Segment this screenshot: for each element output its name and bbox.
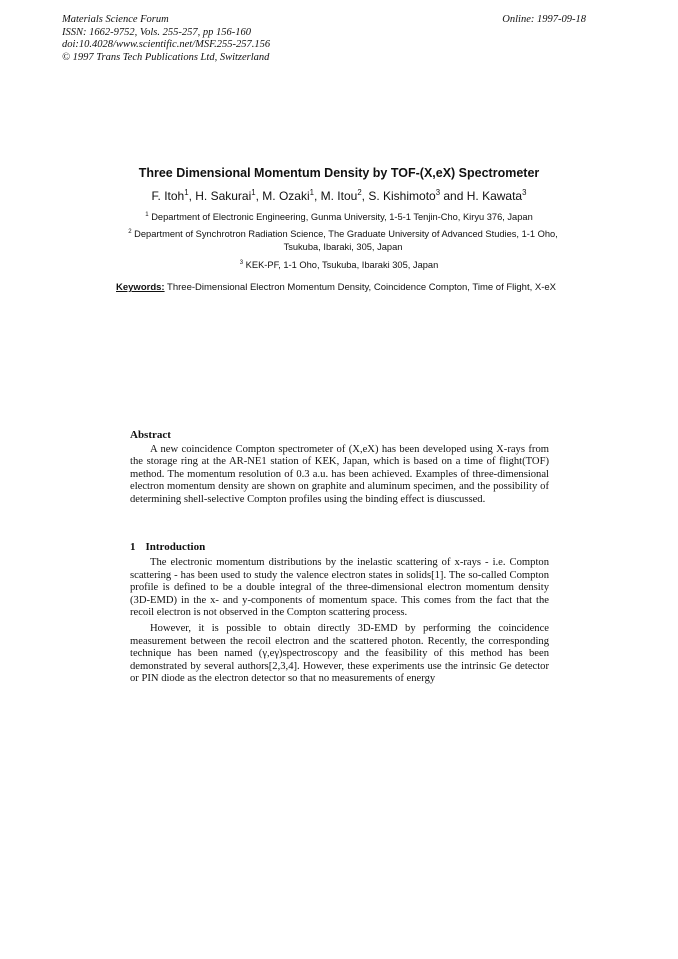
author-separator: , xyxy=(188,189,196,203)
author-name: S. Kishimoto xyxy=(368,189,436,203)
keywords-label: Keywords: xyxy=(116,282,165,293)
author-separator: , xyxy=(361,189,369,203)
author-affiliation-marker: 2 xyxy=(357,188,362,197)
section-number: 1 xyxy=(130,541,136,553)
author-name: M. Ozaki xyxy=(262,189,310,203)
paper-title: Three Dimensional Momentum Density by TOF-(X,eX) Spectrometer xyxy=(138,166,540,180)
intro-paragraph-1: The electronic momentum distributions by the inelastic scattering of x-rays - i.e. Compton scattering - has been used to study the valence electron states in solids[1]. The so-called Compton profile is defined to be a double integral of the three-dimensional electron momentum density (3D-EMD) in the x- and y-components of momentum space. This comes from the fact that the recoil electron is not observed in the Compton scattering process. xyxy=(130,557,549,619)
affiliation-3 xyxy=(100,259,578,272)
affiliation-text: Department of Electronic Engineering, Gunma University, 1-5-1 Tenjin-Cho, Kiryu 376, Japan xyxy=(151,212,533,222)
author-list xyxy=(0,189,678,203)
online-date: Online: 1997-09-18 xyxy=(502,14,586,25)
doi-link[interactable]: doi:10.4028/www.scientific.net/MSF.255-257.156 xyxy=(62,39,271,50)
issn-line: ISSN: 1662-9752, Vols. 255-257, pp 156-160 xyxy=(62,26,251,38)
author-affiliation-marker: 3 xyxy=(522,188,527,197)
author-name: M. Itou xyxy=(320,189,358,203)
section-title: Introduction xyxy=(145,541,206,553)
keywords-text: Three-Dimensional Electron Momentum Density, Coincidence Compton, Time of Flight, X-eX xyxy=(167,282,556,293)
author-affiliation-marker: 3 xyxy=(435,188,441,197)
affiliation-marker: 1 xyxy=(145,211,149,218)
affiliation-text: KEK-PF, 1-1 Oho, Tsukuba, Ibaraki 305, Japan xyxy=(245,260,439,270)
affiliation-2 xyxy=(118,228,568,253)
affiliation-1 xyxy=(100,211,578,224)
journal-header xyxy=(62,14,270,64)
affiliation-marker: 3 xyxy=(239,259,244,266)
author-name: F. Itoh xyxy=(151,189,185,203)
author-affiliation-marker: 1 xyxy=(184,188,189,197)
affiliation-marker: 2 xyxy=(128,228,132,235)
keywords-block xyxy=(116,282,564,294)
author-name: H. Kawata xyxy=(466,189,523,203)
abstract-text: A new coincidence Compton spectrometer of (X,eX) has been developed using X-rays from the storage ring at the AR-NE1 station of KEK, Japan, which is based on a time of flight(TOF) method. The momentum resolution of 0.3 a.u. has been achieved. Examples of three-dimensional electron momentum density are shown on graphite and aluminum specimen, and the possibility of determining shell-selective Compton profiles using the binding effect is diuscussed. xyxy=(130,444,549,505)
abstract-heading: Abstract xyxy=(130,429,171,441)
section-heading-introduction xyxy=(130,541,205,553)
affiliation-text: Department of Synchrotron Radiation Science, The Graduate University of Advanced Studies, 1-1 Oho, Tsukuba, Ibaraki, 305, Japan xyxy=(134,229,558,252)
journal-name: Materials Science Forum xyxy=(62,14,169,25)
author-name: H. Sakurai xyxy=(195,189,252,203)
author-affiliation-marker: 1 xyxy=(251,188,256,197)
intro-paragraph-2: However, it is possible to obtain directly 3D-EMD by performing the coincidence measurement between the recoil electron and the scattered photon. Recently, the corresponding technique has been named (γ,eγ)spectroscopy and the feasibility of this method has been demonstrated by several authors[2,3,4]. However, these experiments use the intrinsic Ge detector or PIN diode as the electron detector so that no measurements of energy xyxy=(130,623,549,685)
author-affiliation-marker: 1 xyxy=(309,188,314,197)
author-separator: and xyxy=(440,189,467,203)
copyright-line: © 1997 Trans Tech Publications Ltd, Switzerland xyxy=(62,51,270,63)
author-separator: , xyxy=(255,189,263,203)
author-separator: , xyxy=(313,189,321,203)
